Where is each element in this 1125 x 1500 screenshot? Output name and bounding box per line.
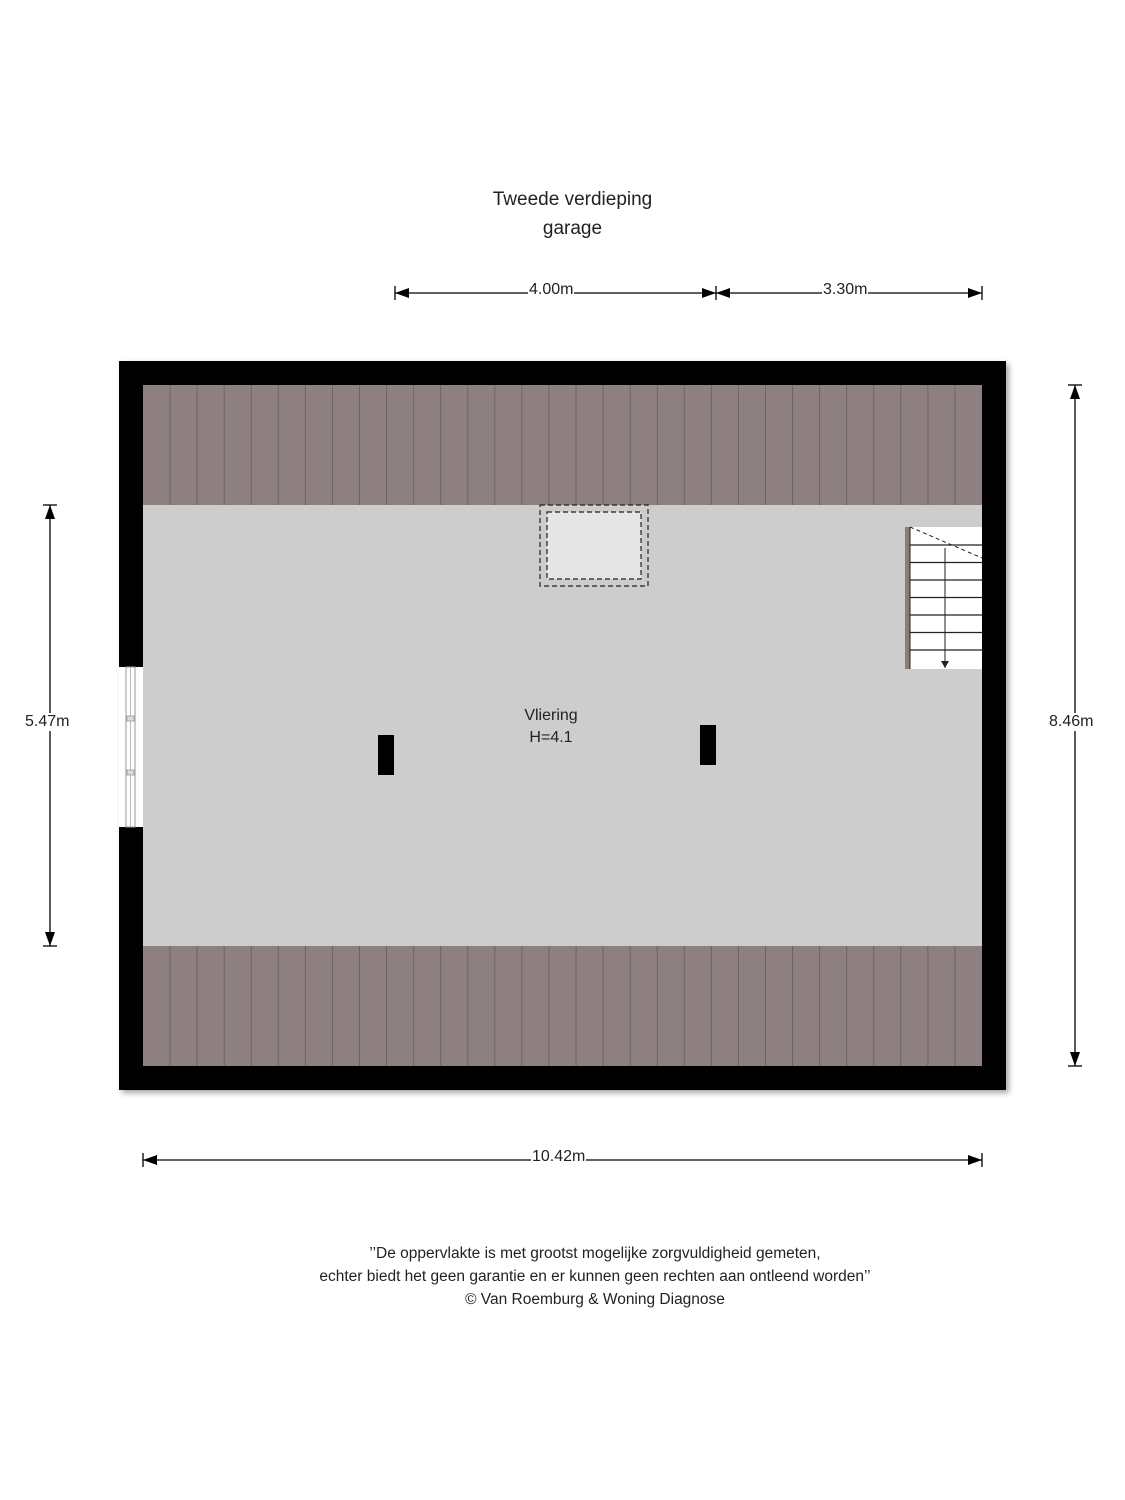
window-left (119, 667, 143, 827)
dimension-label-top-right: 3.30m (823, 281, 868, 298)
room-label (491, 705, 611, 749)
disclaimer-line-2: echter biedt het geen garantie en er kunnen geen rechten aan ontleend worden’’ (319, 1268, 871, 1285)
room-name: Vliering (524, 707, 578, 724)
dimension-label-left: 5.47m (25, 713, 70, 730)
disclaimer (0, 1242, 1125, 1311)
roof-slope-top (143, 385, 982, 505)
copyright-notice: © Van Roemburg & Woning Diagnose (465, 1291, 725, 1308)
roof-hatch (540, 505, 648, 586)
dimension-label-bottom: 10.42m (532, 1148, 586, 1165)
plan-title: Tweede verdieping (492, 189, 653, 210)
plan-subtitle: garage (542, 218, 603, 239)
post-right (700, 725, 716, 765)
dimension-label-right: 8.46m (1049, 713, 1094, 730)
disclaimer-line-1: ’’De oppervlakte is met grootst mogelijke zorgvuldigheid gemeten, (369, 1245, 821, 1262)
post-left (378, 735, 394, 775)
room-height: H=4.1 (529, 729, 573, 746)
dimension-label-top-left: 4.00m (529, 281, 574, 298)
staircase (905, 527, 982, 669)
roof-slope-bottom (143, 946, 982, 1066)
